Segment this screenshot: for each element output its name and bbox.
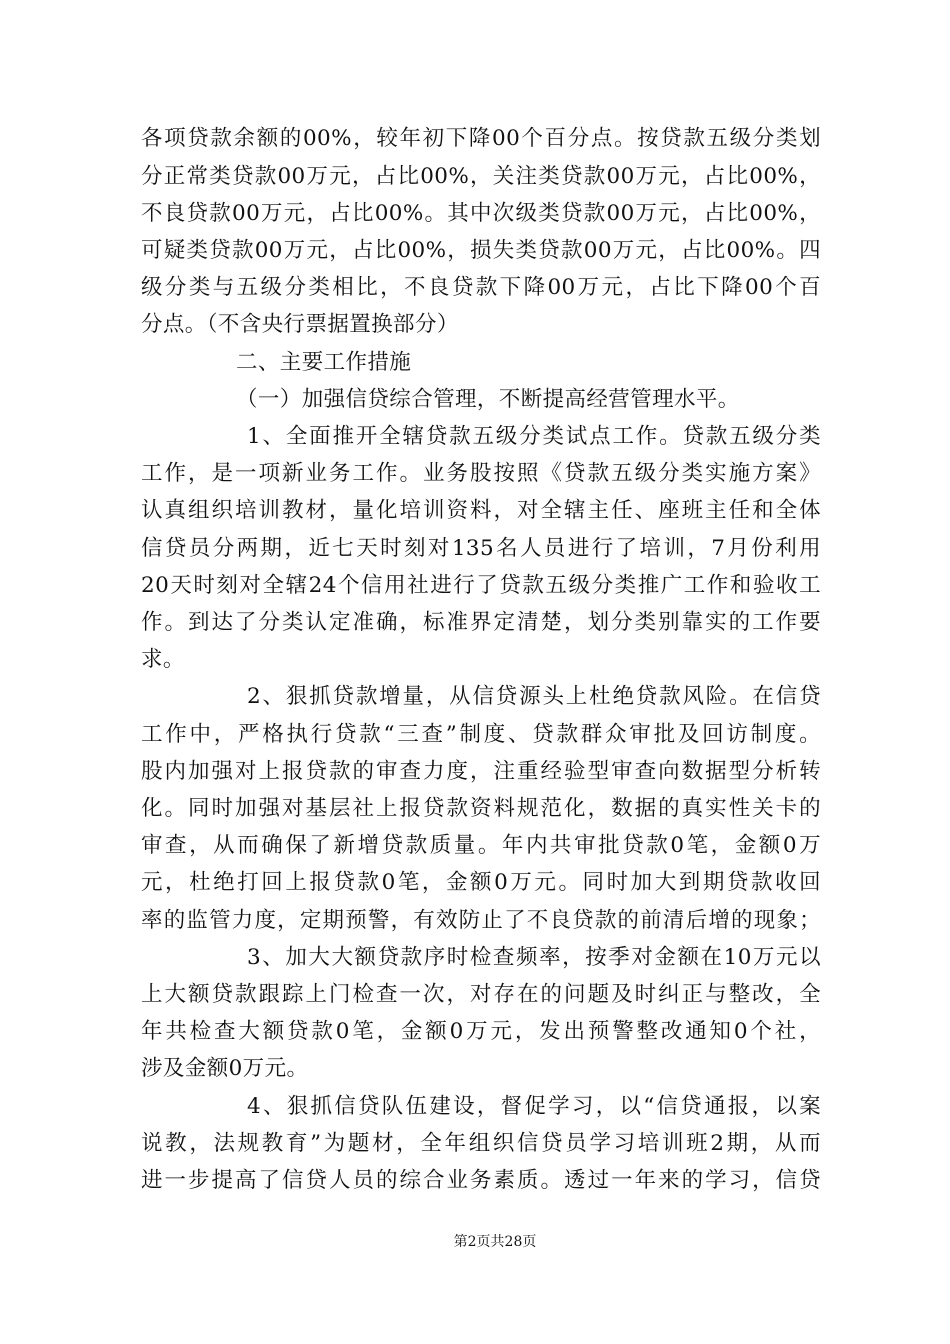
text-line: 1、全面推开全辖贷款五级分类试点工作。贷款五级分类 (247, 424, 821, 449)
text-line: 各项贷款余额的00%，较年初下降00个百分点。按贷款五级分类划 (141, 126, 821, 151)
text-line: 2、狠抓贷款增量，从信贷源头上杜绝贷款风险。在信贷 (247, 684, 821, 709)
text-line: 作。到达了分类认定准确，标准界定清楚，划分类别靠实的工作要 (141, 610, 821, 635)
text-line: 级分类与五级分类相比，不良贷款下降00万元，占比下降00个百 (141, 275, 821, 300)
text-line: 说教，法规教育”为题材，全年组织信贷员学习培训班2期，从而 (141, 1131, 821, 1156)
text-line: 分点。（不含央行票据置换部分） (141, 312, 459, 337)
subsection-heading: （一）加强信贷综合管理，不断提高经营管理水平。 (236, 387, 740, 412)
text-line: 元，杜绝打回上报贷款0笔，金额0万元。同时加大到期贷款收回 (141, 870, 821, 895)
section-heading: 二、主要工作措施 (236, 350, 412, 375)
text-line: 20天时刻对全辖24个信用社进行了贷款五级分类推广工作和验收工 (141, 573, 821, 598)
text-line: 求。 (141, 647, 185, 672)
text-line: 工作中，严格执行贷款“三查”制度、贷款群众审批及回访制度。 (141, 722, 821, 747)
text-line: 3、加大大额贷款序时检查频率，按季对金额在10万元以 (247, 945, 821, 970)
text-line: 可疑类贷款00万元，占比00%，损失类贷款00万元，占比00%。四 (141, 238, 821, 263)
text-line: 不良贷款00万元，占比00%。其中次级类贷款00万元，占比00%， (141, 201, 821, 226)
text-line: 涉及金额0万元。 (141, 1056, 309, 1081)
text-line: 率的监管力度，定期预警，有效防止了不良贷款的前清后增的现象； (141, 908, 821, 933)
page-number: 第2页共28页 (453, 1234, 537, 1250)
text-line: 进一步提高了信贷人员的综合业务素质。透过一年来的学习，信贷 (141, 1168, 821, 1193)
text-line: 股内加强对上报贷款的审查力度，注重经验型审查向数据型分析转 (141, 759, 821, 784)
text-line: 上大额贷款跟踪上门检查一次，对存在的问题及时纠正与整改，全 (141, 982, 821, 1007)
text-line: 分正常类贷款00万元，占比00%，关注类贷款00万元，占比00%， (141, 164, 821, 189)
text-line: 年共检查大额贷款0笔，金额0万元，发出预警整改通知0个社， (141, 1019, 821, 1044)
text-line: 工作，是一项新业务工作。业务股按照《贷款五级分类实施方案》 (141, 461, 821, 486)
text-line: 信贷员分两期，近七天时刻对135名人员进行了培训，7月份利用 (141, 536, 821, 561)
text-line: 化。同时加强对基层社上报贷款资料规范化，数据的真实性关卡的 (141, 796, 821, 821)
text-line: 4、狠抓信贷队伍建设，督促学习，以“信贷通报，以案 (247, 1094, 821, 1119)
text-line: 审查，从而确保了新增贷款质量。年内共审批贷款0笔，金额0万 (141, 833, 821, 858)
text-line: 认真组织培训教材，量化培训资料，对全辖主任、座班主任和全体 (141, 498, 821, 523)
